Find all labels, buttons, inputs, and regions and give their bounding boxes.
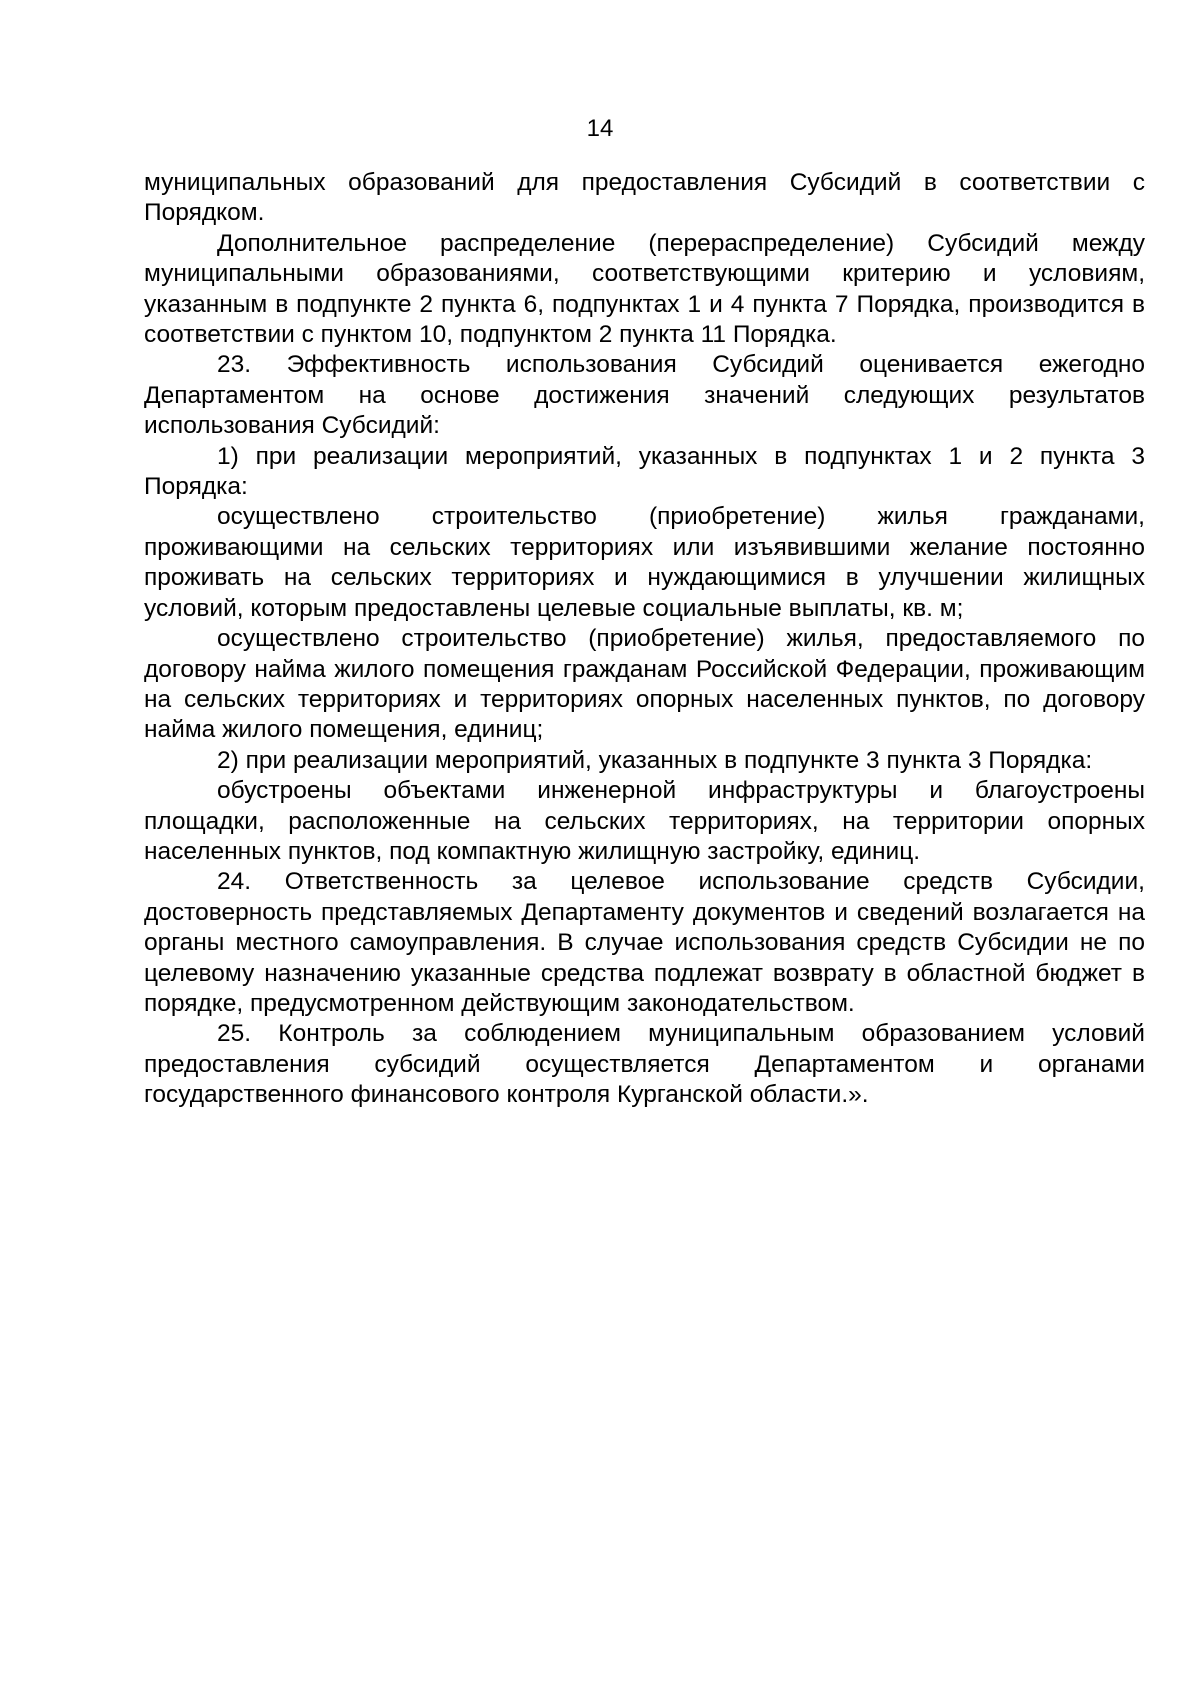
paragraph: 24. Ответственность за целевое использование средств Субсидии, достоверность представляемых Департаменту документов и сведений возлагается на органы местного самоуправления. В случае использования средств Субсидии не по целевому назначению указанные средства подлежат возврату в областной бюджет в порядке, предусмотренном действующим законодательством.: [144, 868, 1145, 1017]
paragraph: 23. Эффективность использования Субсидий оценивается ежегодно Департаментом на основе достижения значений следующих результатов использования Субсидий:: [144, 351, 1145, 440]
paragraph: осуществлено строительство (приобретение) жилья гражданами, проживающими на сельских территориях или изъявившими желание постоянно проживать на сельских территориях и нуждающимися в улучшении жилищных условий, которым предоставлены целевые социальные выплаты, кв. м;: [144, 503, 1145, 622]
paragraph: обустроены объектами инженерной инфраструктуры и благоустроены площадки, расположенные на сельских территориях, на территории опорных населенных пунктов, под компактную жилищную застройку, единиц.: [144, 777, 1145, 865]
document-body: [144, 168, 1145, 1111]
paragraph: 25. Контроль за соблюдением муниципальным образованием условий предоставления субсидий осуществляется Департаментом и органами государственного финансового контроля Курганской области.».: [144, 1020, 1145, 1109]
paragraph: муниципальных образований для предоставления Субсидий в соответствии с Порядком.: [144, 169, 1145, 227]
page-number: 14: [586, 115, 614, 142]
paragraph: Дополнительное распределение (перераспределение) Субсидий между муниципальными образованиями, соответствующими критерию и условиям, указанным в подпункте 2 пункта 6, подпунктах 1 и 4 пункта 7 Порядка, производится в соответствии с пунктом 10, подпунктом 2 пункта 11 Порядка.: [144, 229, 1145, 349]
paragraph: 1) при реализации мероприятий, указанных в подпунктах 1 и 2 пункта 3 Порядка:: [144, 442, 1145, 501]
paragraph: осуществлено строительство (приобретение) жилья, предоставляемого по договору найма жилого помещения гражданам Российской Федерации, проживающим на сельских территориях и территориях опорных населенных пунктов, по договору найма жилого помещения, единиц;: [144, 625, 1145, 744]
paragraph: 2) при реализации мероприятий, указанных в подпункте 3 пункта 3 Порядка:: [217, 746, 1093, 774]
